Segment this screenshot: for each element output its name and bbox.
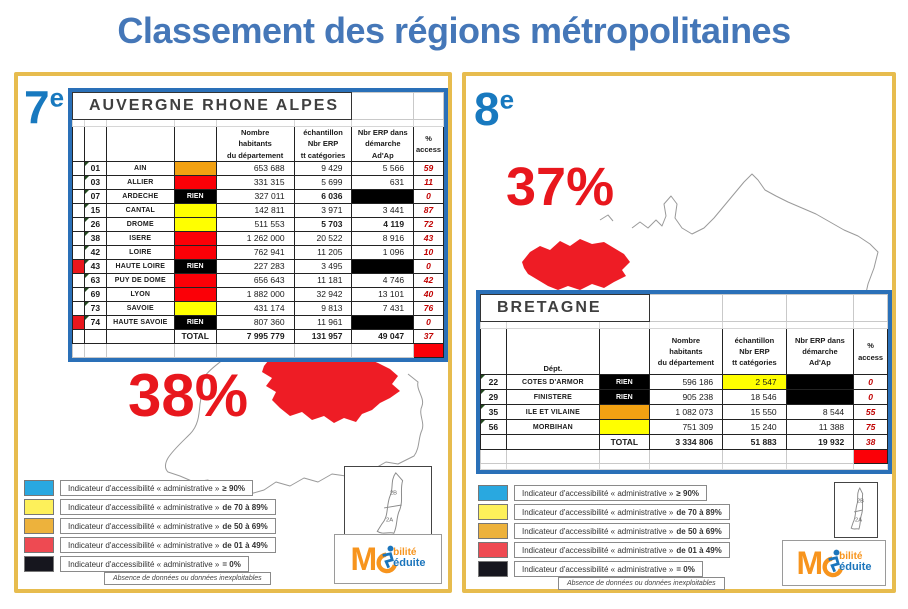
- page-title: Classement des régions métropolitaines: [117, 10, 791, 51]
- legend-swatch: [24, 499, 54, 515]
- cell-status: RIEN: [600, 390, 650, 405]
- col-header-dept: Dépt.: [506, 329, 599, 375]
- cell-status: [174, 175, 216, 189]
- cell-echantillon: 5 699: [294, 175, 352, 189]
- corsica-label-2a: 2A: [855, 517, 863, 524]
- cell-dept-name: CANTAL: [106, 203, 174, 217]
- cell-access: 72: [414, 217, 444, 231]
- legend: [478, 485, 730, 580]
- cell-dept-name: ILE ET VILAINE: [506, 405, 599, 420]
- cell-dept-name: LOIRE: [106, 245, 174, 259]
- cell-rowmark: [73, 231, 85, 245]
- cell-rowmark: [73, 315, 85, 329]
- legend-footnote: Absence de données ou données inexploitables: [104, 572, 271, 585]
- cell-access: 59: [414, 161, 444, 175]
- cell-rowmark: [73, 203, 85, 217]
- table-row: [73, 287, 444, 301]
- cell-habitants: 905 238: [649, 390, 723, 405]
- summary-red-cell: [854, 450, 888, 464]
- cell-dept-name: FINISTERE: [506, 390, 599, 405]
- cell-dept-code: 38: [84, 231, 106, 245]
- col-header-echantillon: échantillon Nbr ERP tt catégories: [723, 329, 786, 375]
- cell-adap: 13 101: [352, 287, 414, 301]
- legend-item: [24, 499, 276, 515]
- cell-adap: 3 441: [352, 203, 414, 217]
- col-header-echantillon: échantillon Nbr ERP tt catégories: [294, 127, 352, 162]
- cell-access: 11: [414, 175, 444, 189]
- cell-status: [174, 245, 216, 259]
- cell-habitants: 327 011: [216, 189, 294, 203]
- total-label: TOTAL: [600, 435, 650, 450]
- corsica-label-2b: 2B: [389, 490, 398, 497]
- table-row: [73, 315, 444, 329]
- legend-footnote-wrap: [24, 567, 271, 585]
- cell-rowmark: [73, 175, 85, 189]
- cell-rowmark: [73, 287, 85, 301]
- cell-adap: 11 388: [786, 420, 854, 435]
- cell-habitants: 511 553: [216, 217, 294, 231]
- cell-echantillon: 2 547: [723, 375, 786, 390]
- cell-access: 40: [414, 287, 444, 301]
- cell-dept-name: ARDECHE: [106, 189, 174, 203]
- legend-item: [478, 485, 730, 501]
- cell-adap: [786, 390, 854, 405]
- cell-access: 10: [414, 245, 444, 259]
- table-title: AUVERGNE RHONE ALPES: [73, 93, 352, 120]
- legend-footnote-wrap: [478, 572, 725, 590]
- logo-letter-m: M: [796, 545, 824, 581]
- legend-item: [478, 523, 730, 539]
- cell-access: 0: [414, 315, 444, 329]
- cell-adap: 4 119: [352, 217, 414, 231]
- cell-echantillon: 15 550: [723, 405, 786, 420]
- col-header-habitants: Nombre habitants du département: [216, 127, 294, 162]
- cell-dept-name: HAUTE LOIRE: [106, 259, 174, 273]
- cell-status: RIEN: [174, 259, 216, 273]
- legend-label: Indicateur d'accessibilité « administrative » de 50 à 69%: [60, 518, 276, 534]
- cell-access: 55: [854, 405, 888, 420]
- cell-dept-name: AIN: [106, 161, 174, 175]
- cell-dept-code: 56: [481, 420, 507, 435]
- cell-status: [600, 405, 650, 420]
- cell-dept-name: COTES D'ARMOR: [506, 375, 599, 390]
- cell-dept-code: 01: [84, 161, 106, 175]
- cell-dept-code: 73: [84, 301, 106, 315]
- legend-swatch: [24, 518, 54, 534]
- total-label: TOTAL: [174, 329, 216, 343]
- col-header-dept: [106, 127, 174, 162]
- col-header-access: % access: [854, 329, 888, 375]
- cell-echantillon: 11 181: [294, 273, 352, 287]
- cell-dept-name: LYON: [106, 287, 174, 301]
- cell-habitants: 653 688: [216, 161, 294, 175]
- cell-status: [174, 231, 216, 245]
- cell-echantillon: 11 205: [294, 245, 352, 259]
- cell-dept-code: 07: [84, 189, 106, 203]
- cell-dept-name: SAVOIE: [106, 301, 174, 315]
- table-auvergne-rhone-alpes: [68, 88, 448, 362]
- cell-dept-code: 42: [84, 245, 106, 259]
- cell-dept-code: 29: [481, 390, 507, 405]
- cell-habitants: 656 643: [216, 273, 294, 287]
- cell-dept-name: HAUTE SAVOIE: [106, 315, 174, 329]
- table-row: [73, 217, 444, 231]
- cell-access: 0: [414, 189, 444, 203]
- cell-rowmark: [73, 161, 85, 175]
- cell-echantillon: 9 813: [294, 301, 352, 315]
- legend-label: Indicateur d'accessibilité « administrative » ≥ 90%: [514, 485, 707, 501]
- cell-rowmark: [73, 189, 85, 203]
- summary-color-row: [73, 343, 444, 357]
- cell-adap: 1 096: [352, 245, 414, 259]
- cell-status: [600, 420, 650, 435]
- table-bretagne: [476, 290, 892, 474]
- legend-item: [24, 518, 276, 534]
- legend-label: Indicateur d'accessibilité « administrative » de 50 à 69%: [514, 523, 730, 539]
- table-row: [73, 175, 444, 189]
- percent-right: 37%: [506, 157, 615, 217]
- cell-habitants: 596 186: [649, 375, 723, 390]
- cell-habitants: 331 315: [216, 175, 294, 189]
- corsica-inset: [834, 482, 878, 538]
- legend-swatch: [478, 504, 508, 520]
- cell-adap: 8 544: [786, 405, 854, 420]
- cell-adap: [352, 315, 414, 329]
- legend-label: Indicateur d'accessibilité « administrative » de 01 à 49%: [514, 542, 730, 558]
- col-header-adap: Nbr ERP dans démarche Ad'Ap: [786, 329, 854, 375]
- cell-status: [174, 287, 216, 301]
- legend-swatch: [24, 537, 54, 553]
- table-row: [481, 375, 888, 390]
- legend-label: Indicateur d'accessibilité « administrative » = 0%: [60, 556, 249, 572]
- legend-item: [478, 542, 730, 558]
- cell-echantillon: 5 703: [294, 217, 352, 231]
- cell-status: [174, 203, 216, 217]
- cell-rowmark: [73, 259, 85, 273]
- cell-status: RIEN: [600, 375, 650, 390]
- cell-echantillon: 6 036: [294, 189, 352, 203]
- cell-rowmark: [73, 301, 85, 315]
- cell-adap: 631: [352, 175, 414, 189]
- cell-adap: 8 916: [352, 231, 414, 245]
- cell-echantillon: 15 240: [723, 420, 786, 435]
- cell-access: 75: [854, 420, 888, 435]
- cell-habitants: 1 882 000: [216, 287, 294, 301]
- cell-adap: [786, 375, 854, 390]
- cell-habitants: 431 174: [216, 301, 294, 315]
- legend-swatch: [478, 485, 508, 501]
- table-row: [481, 405, 888, 420]
- table-body: [73, 161, 444, 329]
- cell-status: [174, 273, 216, 287]
- table-row: [73, 273, 444, 287]
- cell-dept-name: DROME: [106, 217, 174, 231]
- cell-dept-name: PUY DE DOME: [106, 273, 174, 287]
- col-header-habitants: Nombre habitants du département: [649, 329, 723, 375]
- panel-auvergne-rhone-alpes: [14, 72, 452, 593]
- cell-dept-code: 63: [84, 273, 106, 287]
- cell-adap: [352, 189, 414, 203]
- cell-echantillon: 18 546: [723, 390, 786, 405]
- cell-dept-code: 35: [481, 405, 507, 420]
- cell-status: [174, 301, 216, 315]
- rank-label-right: 8e: [474, 83, 515, 135]
- logo-letter-m: M: [350, 541, 378, 577]
- cell-dept-name: ALLIER: [106, 175, 174, 189]
- legend-label: Indicateur d'accessibilité « administrative » de 70 à 89%: [514, 504, 730, 520]
- table-title: BRETAGNE: [481, 295, 650, 322]
- percent-left: 38%: [128, 362, 249, 429]
- legend-label: Indicateur d'accessibilité « administrative » = 0%: [514, 561, 703, 577]
- cell-dept-code: 26: [84, 217, 106, 231]
- cell-echantillon: 32 942: [294, 287, 352, 301]
- cell-habitants: 751 309: [649, 420, 723, 435]
- legend: [24, 480, 276, 575]
- corsica-inset: [344, 466, 432, 544]
- region-auvergne-rhone-alpes-shape: [262, 352, 400, 423]
- legend-label: Indicateur d'accessibilité « administrative » de 70 à 89%: [60, 499, 276, 515]
- cell-habitants: 227 283: [216, 259, 294, 273]
- col-header-adap: Nbr ERP dans démarche Ad'Ap: [352, 127, 414, 162]
- table-row: [73, 245, 444, 259]
- logo-mobilite-reduite: [334, 534, 442, 584]
- corsica-label-2a: 2A: [386, 517, 394, 524]
- corsica-label-2b: 2B: [856, 498, 864, 505]
- cell-dept-code: 69: [84, 287, 106, 301]
- cell-adap: 4 746: [352, 273, 414, 287]
- table-body: [481, 375, 888, 435]
- legend-label: Indicateur d'accessibilité « administrative » ≥ 90%: [60, 480, 253, 496]
- cell-status: [174, 217, 216, 231]
- cell-habitants: 1 262 000: [216, 231, 294, 245]
- cell-echantillon: 3 495: [294, 259, 352, 273]
- cell-echantillon: 11 961: [294, 315, 352, 329]
- legend-footnote: Absence de données ou données inexploitables: [558, 577, 725, 590]
- cell-status: RIEN: [174, 315, 216, 329]
- total-row: TOTAL 7 995 779 131 957 49 047 37: [73, 329, 444, 343]
- summary-color-row: [481, 450, 888, 464]
- table-row: [73, 189, 444, 203]
- legend-item: [478, 504, 730, 520]
- table-row: [73, 301, 444, 315]
- cell-habitants: 142 811: [216, 203, 294, 217]
- table-row: [73, 231, 444, 245]
- cell-habitants: 762 941: [216, 245, 294, 259]
- cell-access: 0: [854, 375, 888, 390]
- cell-habitants: 1 082 073: [649, 405, 723, 420]
- cell-adap: 5 566: [352, 161, 414, 175]
- logo-mobilite-reduite: [782, 540, 886, 586]
- cell-access: 76: [414, 301, 444, 315]
- summary-red-cell: [414, 343, 444, 357]
- cell-access: 43: [414, 231, 444, 245]
- cell-access: 0: [854, 390, 888, 405]
- cell-adap: [352, 259, 414, 273]
- logo-text: bilité éduite: [839, 550, 872, 574]
- cell-habitants: 807 360: [216, 315, 294, 329]
- cell-dept-code: 15: [84, 203, 106, 217]
- cell-status: [174, 161, 216, 175]
- cell-dept-name: ISERE: [106, 231, 174, 245]
- cell-status: RIEN: [174, 189, 216, 203]
- legend-item: [24, 480, 276, 496]
- cell-rowmark: [73, 217, 85, 231]
- logo-text: bilité éduite: [393, 546, 426, 570]
- table-row: [481, 420, 888, 435]
- total-row: TOTAL 3 334 806 51 883 19 932 38: [481, 435, 888, 450]
- region-bretagne-shape: [522, 239, 630, 290]
- legend-swatch: [24, 480, 54, 496]
- cell-dept-code: 43: [84, 259, 106, 273]
- legend-swatch: [478, 523, 508, 539]
- col-header-access: % access: [414, 127, 444, 162]
- cell-dept-code: 22: [481, 375, 507, 390]
- cell-adap: 7 431: [352, 301, 414, 315]
- rank-label-left: 7e: [24, 81, 65, 133]
- cell-rowmark: [73, 273, 85, 287]
- legend-swatch: [478, 542, 508, 558]
- cell-rowmark: [73, 245, 85, 259]
- cell-dept-code: 03: [84, 175, 106, 189]
- cell-access: 87: [414, 203, 444, 217]
- table-row: [73, 161, 444, 175]
- table-row: [481, 390, 888, 405]
- panel-bretagne: [462, 72, 896, 593]
- table-row: [73, 259, 444, 273]
- cell-access: 0: [414, 259, 444, 273]
- cell-echantillon: 20 522: [294, 231, 352, 245]
- cell-dept-code: 74: [84, 315, 106, 329]
- legend-item: [24, 537, 276, 553]
- cell-echantillon: 3 971: [294, 203, 352, 217]
- legend-label: Indicateur d'accessibilité « administrative » de 01 à 49%: [60, 537, 276, 553]
- table-row: [73, 203, 444, 217]
- cell-access: 42: [414, 273, 444, 287]
- cell-echantillon: 9 429: [294, 161, 352, 175]
- cell-dept-name: MORBIHAN: [506, 420, 599, 435]
